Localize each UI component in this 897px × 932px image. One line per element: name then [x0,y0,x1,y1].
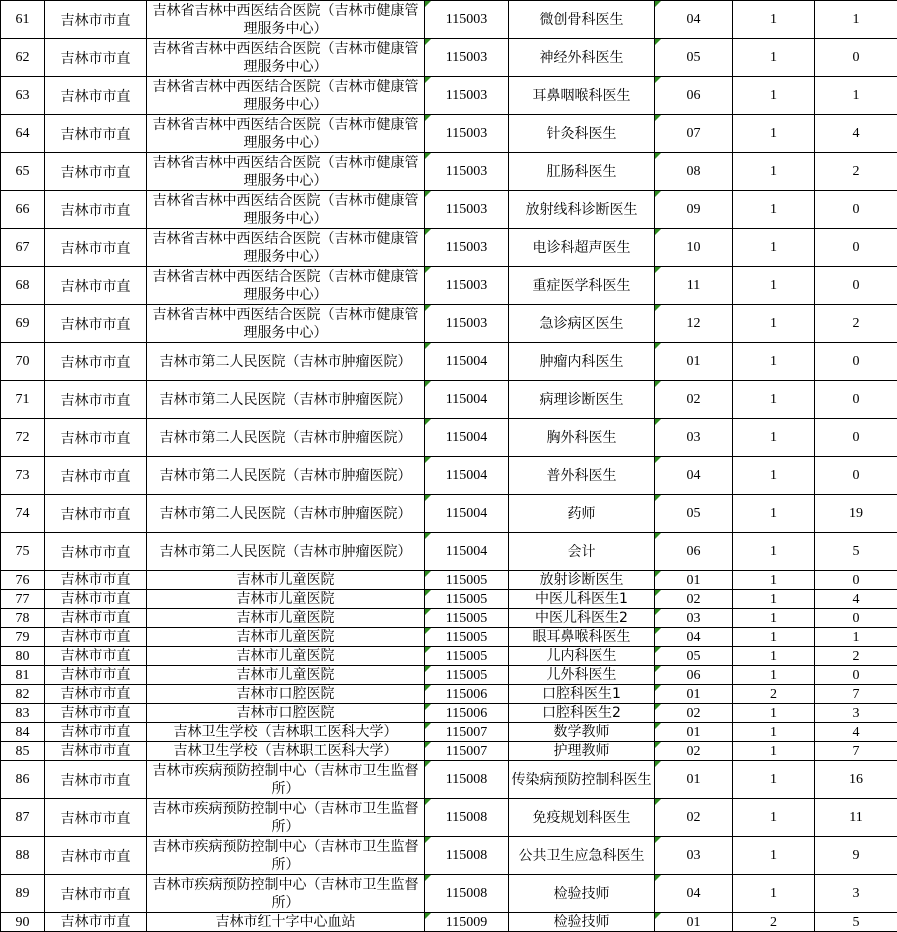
table-row [1,77,897,115]
unit-code-cell: 115003 [425,191,509,229]
position-code-cell: 02 [655,381,733,419]
city-cell: 吉林市市直 [45,628,147,647]
plan-count-cell: 1 [733,723,815,742]
unit-cell: 吉林市儿童医院 [147,666,425,685]
position-code-cell: 01 [655,761,733,799]
unit-code-cell: 115004 [425,343,509,381]
row-number-cell: 83 [1,704,45,723]
position-code-cell: 03 [655,419,733,457]
position-cell: 口腔科医生1 [509,685,655,704]
plan-count-cell: 1 [733,799,815,837]
table-row [1,419,897,457]
position-code-cell: 04 [655,628,733,647]
position-code-cell: 01 [655,913,733,932]
position-code-cell: 02 [655,704,733,723]
position-cell: 中医儿科医生1 [509,590,655,609]
plan-count-cell: 1 [733,590,815,609]
row-number-cell: 77 [1,590,45,609]
row-number-cell: 81 [1,666,45,685]
plan-count-cell: 1 [733,305,815,343]
unit-code-cell: 115008 [425,875,509,913]
unit-code-cell: 115003 [425,39,509,77]
position-cell: 普外科医生 [509,457,655,495]
position-cell: 耳鼻咽喉科医生 [509,77,655,115]
applicant-count-cell: 11 [815,799,897,837]
table-row [1,799,897,837]
position-cell: 肛肠科医生 [509,153,655,191]
position-cell: 儿内科医生 [509,647,655,666]
table-row [1,381,897,419]
unit-cell: 吉林省吉林中西医结合医院（吉林市健康管理服务中心） [147,1,425,39]
city-cell: 吉林市市直 [45,267,147,305]
unit-cell: 吉林市第二人民医院（吉林市肿瘤医院） [147,381,425,419]
unit-code-cell: 115004 [425,381,509,419]
table-row [1,837,897,875]
row-number-cell: 85 [1,742,45,761]
applicant-count-cell: 4 [815,723,897,742]
applicant-count-cell: 7 [815,742,897,761]
applicant-count-cell: 2 [815,153,897,191]
row-number-cell: 64 [1,115,45,153]
row-number-cell: 76 [1,571,45,590]
table-row [1,267,897,305]
row-number-cell: 68 [1,267,45,305]
plan-count-cell: 1 [733,343,815,381]
table-row [1,723,897,742]
unit-cell: 吉林市儿童医院 [147,647,425,666]
unit-code-cell: 115005 [425,628,509,647]
unit-cell: 吉林卫生学校（吉林职工医科大学） [147,742,425,761]
plan-count-cell: 1 [733,571,815,590]
table-row [1,305,897,343]
city-cell: 吉林市市直 [45,533,147,571]
applicant-count-cell: 19 [815,495,897,533]
table-row [1,115,897,153]
unit-code-cell: 115008 [425,761,509,799]
position-cell: 公共卫生应急科医生 [509,837,655,875]
unit-cell: 吉林市第二人民医院（吉林市肿瘤医院） [147,495,425,533]
row-number-cell: 75 [1,533,45,571]
unit-code-cell: 115008 [425,837,509,875]
position-code-cell: 06 [655,533,733,571]
position-cell: 药师 [509,495,655,533]
unit-cell: 吉林市儿童医院 [147,590,425,609]
unit-cell: 吉林市疾病预防控制中心（吉林市卫生监督所） [147,837,425,875]
position-cell: 急诊病区医生 [509,305,655,343]
position-cell: 儿外科医生 [509,666,655,685]
plan-count-cell: 2 [733,685,815,704]
position-code-cell: 02 [655,799,733,837]
unit-code-cell: 115005 [425,647,509,666]
row-number-cell: 73 [1,457,45,495]
row-number-cell: 90 [1,913,45,932]
position-code-cell: 05 [655,495,733,533]
applicant-count-cell: 0 [815,381,897,419]
unit-code-cell: 115004 [425,533,509,571]
unit-code-cell: 115004 [425,419,509,457]
table-row [1,875,897,913]
unit-cell: 吉林省吉林中西医结合医院（吉林市健康管理服务中心） [147,153,425,191]
unit-code-cell: 115003 [425,77,509,115]
table-row [1,495,897,533]
unit-cell: 吉林省吉林中西医结合医院（吉林市健康管理服务中心） [147,305,425,343]
city-cell: 吉林市市直 [45,153,147,191]
plan-count-cell: 1 [733,191,815,229]
unit-cell: 吉林市第二人民医院（吉林市肿瘤医院） [147,419,425,457]
position-cell: 数学教师 [509,723,655,742]
position-code-cell: 01 [655,723,733,742]
applicant-count-cell: 0 [815,666,897,685]
applicant-count-cell: 16 [815,761,897,799]
row-number-cell: 61 [1,1,45,39]
row-number-cell: 79 [1,628,45,647]
table-row [1,609,897,628]
city-cell: 吉林市市直 [45,875,147,913]
position-cell: 检验技师 [509,913,655,932]
position-cell: 电诊科超声医生 [509,229,655,267]
position-code-cell: 06 [655,77,733,115]
position-cell: 放射线科诊断医生 [509,191,655,229]
unit-code-cell: 115005 [425,666,509,685]
position-cell: 中医儿科医生2 [509,609,655,628]
table-row [1,704,897,723]
applicant-count-cell: 0 [815,457,897,495]
row-number-cell: 87 [1,799,45,837]
table-row [1,153,897,191]
unit-cell: 吉林市疾病预防控制中心（吉林市卫生监督所） [147,875,425,913]
applicant-count-cell: 0 [815,343,897,381]
unit-code-cell: 115005 [425,609,509,628]
row-number-cell: 86 [1,761,45,799]
unit-cell: 吉林省吉林中西医结合医院（吉林市健康管理服务中心） [147,77,425,115]
table-row [1,742,897,761]
plan-count-cell: 1 [733,647,815,666]
position-code-cell: 04 [655,875,733,913]
plan-count-cell: 1 [733,381,815,419]
unit-code-cell: 115007 [425,723,509,742]
plan-count-cell: 1 [733,875,815,913]
table-row [1,913,897,932]
unit-code-cell: 115003 [425,153,509,191]
city-cell: 吉林市市直 [45,647,147,666]
position-cell: 重症医学科医生 [509,267,655,305]
plan-count-cell: 1 [733,761,815,799]
plan-count-cell: 1 [733,229,815,267]
table-row [1,571,897,590]
row-number-cell: 74 [1,495,45,533]
unit-cell: 吉林市第二人民医院（吉林市肿瘤医院） [147,343,425,381]
plan-count-cell: 1 [733,742,815,761]
unit-code-cell: 115004 [425,457,509,495]
position-code-cell: 06 [655,666,733,685]
applicant-count-cell: 3 [815,704,897,723]
applicant-count-cell: 5 [815,533,897,571]
city-cell: 吉林市市直 [45,419,147,457]
city-cell: 吉林市市直 [45,77,147,115]
position-cell: 放射诊断医生 [509,571,655,590]
position-code-cell: 12 [655,305,733,343]
city-cell: 吉林市市直 [45,571,147,590]
row-number-cell: 80 [1,647,45,666]
city-cell: 吉林市市直 [45,457,147,495]
city-cell: 吉林市市直 [45,229,147,267]
table-row [1,457,897,495]
position-code-cell: 04 [655,1,733,39]
position-cell: 肿瘤内科医生 [509,343,655,381]
unit-cell: 吉林市疾病预防控制中心（吉林市卫生监督所） [147,761,425,799]
applicant-count-cell: 0 [815,229,897,267]
unit-cell: 吉林卫生学校（吉林职工医科大学） [147,723,425,742]
city-cell: 吉林市市直 [45,799,147,837]
row-number-cell: 67 [1,229,45,267]
unit-cell: 吉林市儿童医院 [147,609,425,628]
applicant-count-cell: 2 [815,305,897,343]
applicant-count-cell: 7 [815,685,897,704]
city-cell: 吉林市市直 [45,381,147,419]
position-cell: 护理教师 [509,742,655,761]
unit-cell: 吉林市口腔医院 [147,704,425,723]
city-cell: 吉林市市直 [45,305,147,343]
unit-code-cell: 115005 [425,571,509,590]
position-code-cell: 02 [655,742,733,761]
plan-count-cell: 1 [733,1,815,39]
position-code-cell: 05 [655,647,733,666]
position-cell: 口腔科医生2 [509,704,655,723]
position-code-cell: 10 [655,229,733,267]
plan-count-cell: 1 [733,837,815,875]
position-code-cell: 02 [655,590,733,609]
plan-count-cell: 1 [733,533,815,571]
city-cell: 吉林市市直 [45,913,147,932]
plan-count-cell: 1 [733,457,815,495]
applicant-count-cell: 4 [815,115,897,153]
table-row [1,39,897,77]
table-row [1,761,897,799]
unit-code-cell: 115007 [425,742,509,761]
unit-cell: 吉林省吉林中西医结合医院（吉林市健康管理服务中心） [147,39,425,77]
city-cell: 吉林市市直 [45,39,147,77]
table-row [1,628,897,647]
position-cell: 眼耳鼻喉科医生 [509,628,655,647]
unit-cell: 吉林市第二人民医院（吉林市肿瘤医院） [147,533,425,571]
applicant-count-cell: 1 [815,77,897,115]
row-number-cell: 63 [1,77,45,115]
unit-cell: 吉林市儿童医院 [147,628,425,647]
table-row [1,1,897,39]
unit-code-cell: 115008 [425,799,509,837]
table-row [1,343,897,381]
plan-count-cell: 1 [733,77,815,115]
row-number-cell: 78 [1,609,45,628]
unit-code-cell: 115006 [425,685,509,704]
plan-count-cell: 1 [733,628,815,647]
row-number-cell: 72 [1,419,45,457]
plan-count-cell: 1 [733,115,815,153]
unit-code-cell: 115003 [425,229,509,267]
position-code-cell: 05 [655,39,733,77]
unit-code-cell: 115003 [425,305,509,343]
unit-code-cell: 115006 [425,704,509,723]
unit-cell: 吉林市儿童医院 [147,571,425,590]
city-cell: 吉林市市直 [45,115,147,153]
city-cell: 吉林市市直 [45,191,147,229]
position-cell: 微创骨科医生 [509,1,655,39]
applicant-count-cell: 0 [815,39,897,77]
position-code-cell: 01 [655,343,733,381]
unit-cell: 吉林省吉林中西医结合医院（吉林市健康管理服务中心） [147,191,425,229]
position-code-cell: 01 [655,685,733,704]
applicant-count-cell: 0 [815,267,897,305]
position-code-cell: 09 [655,191,733,229]
table-row [1,685,897,704]
position-cell: 检验技师 [509,875,655,913]
applicant-count-cell: 3 [815,875,897,913]
unit-code-cell: 115004 [425,495,509,533]
plan-count-cell: 1 [733,609,815,628]
row-number-cell: 89 [1,875,45,913]
position-code-cell: 03 [655,837,733,875]
position-code-cell: 01 [655,571,733,590]
city-cell: 吉林市市直 [45,1,147,39]
city-cell: 吉林市市直 [45,590,147,609]
position-code-cell: 11 [655,267,733,305]
applicant-count-cell: 1 [815,628,897,647]
row-number-cell: 84 [1,723,45,742]
applicant-count-cell: 2 [815,647,897,666]
position-cell: 病理诊断医生 [509,381,655,419]
plan-count-cell: 1 [733,666,815,685]
applicant-count-cell: 0 [815,571,897,590]
position-cell: 会计 [509,533,655,571]
position-cell: 神经外科医生 [509,39,655,77]
applicant-count-cell: 9 [815,837,897,875]
unit-code-cell: 115003 [425,267,509,305]
unit-cell: 吉林省吉林中西医结合医院（吉林市健康管理服务中心） [147,115,425,153]
table-row [1,666,897,685]
city-cell: 吉林市市直 [45,495,147,533]
table-row [1,647,897,666]
row-number-cell: 70 [1,343,45,381]
position-cell: 传染病预防控制科医生 [509,761,655,799]
unit-cell: 吉林市口腔医院 [147,685,425,704]
plan-count-cell: 1 [733,704,815,723]
plan-count-cell: 1 [733,495,815,533]
row-number-cell: 71 [1,381,45,419]
unit-cell: 吉林省吉林中西医结合医院（吉林市健康管理服务中心） [147,267,425,305]
row-number-cell: 82 [1,685,45,704]
applicant-count-cell: 4 [815,590,897,609]
city-cell: 吉林市市直 [45,704,147,723]
applicant-count-cell: 5 [815,913,897,932]
position-code-cell: 07 [655,115,733,153]
position-code-cell: 08 [655,153,733,191]
row-number-cell: 66 [1,191,45,229]
table-row [1,533,897,571]
position-code-cell: 04 [655,457,733,495]
applicant-count-cell: 0 [815,191,897,229]
applicant-count-cell: 0 [815,419,897,457]
table-row [1,229,897,267]
unit-code-cell: 115003 [425,1,509,39]
unit-cell: 吉林市疾病预防控制中心（吉林市卫生监督所） [147,799,425,837]
plan-count-cell: 2 [733,913,815,932]
applicant-count-cell: 0 [815,609,897,628]
city-cell: 吉林市市直 [45,685,147,704]
position-cell: 免疫规划科医生 [509,799,655,837]
unit-code-cell: 115003 [425,115,509,153]
table-row [1,191,897,229]
unit-cell: 吉林市红十字中心血站 [147,913,425,932]
table-row [1,590,897,609]
unit-code-cell: 115009 [425,913,509,932]
row-number-cell: 88 [1,837,45,875]
plan-count-cell: 1 [733,39,815,77]
city-cell: 吉林市市直 [45,837,147,875]
city-cell: 吉林市市直 [45,609,147,628]
city-cell: 吉林市市直 [45,761,147,799]
plan-count-cell: 1 [733,419,815,457]
position-cell: 胸外科医生 [509,419,655,457]
row-number-cell: 65 [1,153,45,191]
plan-count-cell: 1 [733,267,815,305]
city-cell: 吉林市市直 [45,343,147,381]
city-cell: 吉林市市直 [45,723,147,742]
row-number-cell: 69 [1,305,45,343]
position-cell: 针灸科医生 [509,115,655,153]
applicant-count-cell: 1 [815,1,897,39]
unit-cell: 吉林省吉林中西医结合医院（吉林市健康管理服务中心） [147,229,425,267]
position-code-cell: 03 [655,609,733,628]
plan-count-cell: 1 [733,153,815,191]
row-number-cell: 62 [1,39,45,77]
unit-cell: 吉林市第二人民医院（吉林市肿瘤医院） [147,457,425,495]
unit-code-cell: 115005 [425,590,509,609]
table-body [1,1,897,932]
city-cell: 吉林市市直 [45,666,147,685]
city-cell: 吉林市市直 [45,742,147,761]
